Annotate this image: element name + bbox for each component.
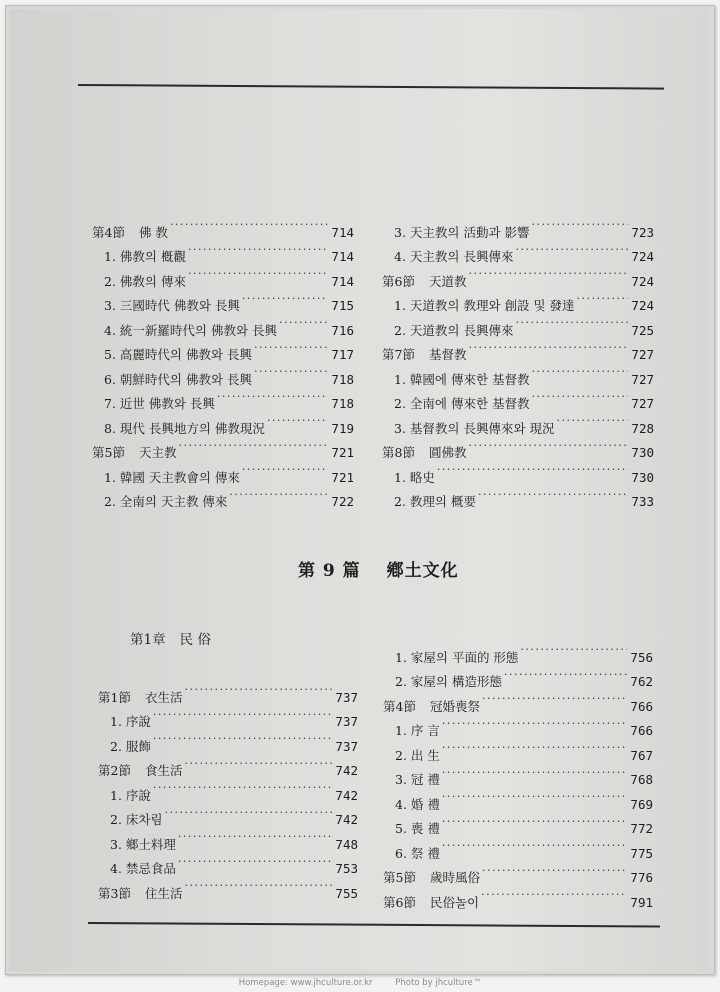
entry-title: 1. 天道教의 教理와 創設 및 發達: [394, 298, 575, 313]
entry-title: 基督教: [428, 347, 467, 362]
toc-subsection-entry: [383, 809, 653, 834]
page-number: 722: [331, 494, 354, 509]
page-number: 725: [631, 322, 654, 338]
toc-subsection-entry: [92, 237, 354, 262]
part-name: 鄕土文化: [386, 561, 459, 581]
page-number: 737: [335, 689, 358, 705]
page-number: 742: [335, 812, 358, 827]
dot-leader: [184, 677, 332, 702]
entry-title: 3. 基督教의 長興傳來와 現況: [394, 420, 555, 436]
page-number: 775: [630, 845, 653, 861]
dot-leader: [229, 482, 328, 507]
toc-section-entry: [98, 873, 358, 901]
toc-section-entry: [382, 261, 654, 289]
homepage-text: Homepage: www.jhculture.or.kr: [238, 978, 373, 988]
dot-leader: [532, 212, 629, 237]
page-number: 718: [331, 371, 354, 387]
page-number: 733: [631, 494, 654, 509]
entry-title: 2. 天道教의 長興傳來: [394, 322, 514, 338]
entry-title: 冠婚喪祭: [429, 698, 480, 714]
entry-title: 佛 教: [138, 224, 168, 240]
entry-title: 5. 喪 禮: [395, 821, 440, 836]
entry-title: 8. 現代 長興地方의 佛教現況: [104, 420, 265, 436]
page-number: 737: [335, 714, 358, 729]
page-number: 762: [630, 674, 653, 689]
toc-subsection-entry: [382, 237, 654, 262]
page-number: 767: [630, 747, 653, 763]
toc-subsection-entry: [98, 702, 358, 727]
section-number: 第7節: [382, 347, 415, 362]
dot-leader: [532, 359, 629, 384]
section-number: 第4節: [383, 698, 416, 714]
toc-bottom-right: [383, 637, 653, 910]
entry-title: 3. 冠 禮: [395, 772, 440, 787]
dot-leader: [279, 310, 328, 335]
toc-subsection-entry: [382, 286, 654, 311]
page-number: 719: [331, 420, 354, 436]
toc-subsection-entry: [98, 800, 358, 825]
page-number: 727: [631, 371, 654, 387]
toc-subsection-entry: [382, 482, 654, 507]
section-number: 第6節: [383, 894, 416, 910]
toc-subsection-entry: [382, 457, 654, 485]
toc-subsection-entry: [98, 726, 358, 754]
entry-title: 2. 出 生: [395, 747, 440, 763]
section-number: 第3節: [98, 885, 131, 901]
dot-leader: [178, 849, 333, 874]
page-number: 724: [631, 298, 654, 313]
toc-subsection-entry: [92, 384, 354, 409]
photo-credit: Photo by jhculture™: [395, 978, 482, 988]
chapter-number: 第1章: [130, 632, 166, 648]
entry-title: 1. 佛教의 槪觀: [104, 249, 186, 264]
page-number: 768: [630, 772, 653, 787]
entry-title: 1. 略史: [394, 469, 435, 485]
page-number: 724: [631, 273, 654, 289]
entry-title: 2. 家屋의 構造形態: [395, 674, 502, 689]
toc-subsection-entry: [92, 359, 354, 387]
toc-subsection-entry: [383, 711, 653, 736]
dot-leader: [442, 760, 628, 785]
page-number: 769: [630, 796, 653, 812]
entry-title: 6. 朝鮮時代의 佛教와 長興: [104, 371, 252, 387]
page-number: 724: [631, 249, 654, 264]
entry-title: 住生活: [144, 885, 183, 901]
page-number: 766: [630, 723, 653, 738]
toc-subsection-entry: [98, 824, 358, 852]
dot-leader: [170, 212, 328, 237]
toc-subsection-entry: [92, 335, 354, 360]
dot-leader: [532, 384, 629, 409]
toc-section-entry: [383, 882, 653, 910]
page-number: 717: [331, 347, 354, 362]
entry-title: 2. 床차림: [110, 812, 163, 827]
dot-leader: [442, 833, 628, 858]
toc-subsection-entry: [98, 775, 358, 803]
dot-leader: [478, 482, 628, 507]
toc-subsection-entry: [92, 457, 354, 485]
page-number: 766: [630, 698, 653, 714]
page-number: 772: [630, 821, 653, 836]
page-number: 714: [331, 249, 354, 264]
entry-title: 3. 鄉土料理: [110, 836, 176, 852]
dot-leader: [482, 686, 627, 711]
dot-leader: [515, 237, 628, 262]
watermark-footer: [0, 974, 720, 992]
toc-subsection-entry: [383, 637, 653, 665]
dot-leader: [481, 882, 627, 907]
page-number: 718: [331, 396, 354, 411]
dot-leader: [184, 873, 332, 898]
dot-leader: [242, 457, 329, 482]
toc-subsection-entry: [382, 359, 654, 387]
dot-leader: [442, 711, 628, 736]
dot-leader: [217, 384, 329, 409]
toc-top-right: [382, 212, 654, 509]
toc-section-entry: [92, 212, 354, 240]
dot-leader: [188, 237, 328, 262]
page-number: 721: [331, 445, 354, 460]
entry-title: 1. 韓國에 傳來한 基督教: [394, 371, 530, 387]
section-number: 第6節: [382, 273, 415, 289]
section-number: 第5節: [383, 870, 416, 885]
chapter-name: 民 俗: [179, 632, 211, 648]
dot-leader: [442, 809, 628, 834]
dot-leader: [178, 824, 333, 849]
dot-leader: [515, 310, 628, 335]
entry-title: 衣生活: [144, 689, 183, 705]
toc-subsection-entry: [382, 212, 654, 240]
page-number: 742: [335, 763, 358, 778]
entry-title: 民俗놀이: [429, 894, 480, 910]
part-number: 第 9 篇: [298, 561, 361, 581]
toc-subsection-entry: [92, 286, 354, 311]
entry-title: 4. 婚 禮: [395, 796, 440, 812]
toc-subsection-entry: [383, 784, 653, 812]
entry-title: 3. 三國時代 佛教와 長興: [104, 298, 240, 313]
toc-subsection-entry: [382, 408, 654, 436]
page-number: 737: [335, 738, 358, 754]
entry-title: 2. 教理의 概要: [394, 494, 476, 509]
toc-subsection-entry: [98, 849, 358, 874]
page-number: 715: [331, 298, 354, 313]
dot-leader: [577, 286, 629, 311]
dot-leader: [153, 702, 333, 727]
dot-leader: [254, 359, 328, 384]
toc-section-entry: [383, 686, 653, 714]
page-number: 791: [630, 894, 653, 910]
page-number: 727: [631, 396, 654, 411]
page-number: 742: [335, 787, 358, 803]
entry-title: 1. 序 言: [395, 723, 440, 738]
dot-leader: [184, 751, 332, 776]
section-number: 第5節: [92, 445, 125, 460]
entry-title: 2. 佛敎의 傳來: [104, 273, 186, 289]
dot-leader: [557, 408, 629, 433]
entry-title: 歲時風俗: [429, 870, 480, 885]
dot-leader: [468, 335, 628, 360]
entry-title: 1. 家屋의 平面的 形態: [395, 649, 519, 665]
page-number: 723: [631, 224, 654, 240]
dot-leader: [482, 858, 627, 883]
page-number: 730: [631, 445, 654, 460]
section-number: 第1節: [98, 689, 131, 705]
entry-title: 2. 全南의 天主教 傳來: [104, 494, 228, 509]
toc-subsection-entry: [382, 384, 654, 409]
entry-title: 5. 高麗時代의 佛教와 長興: [104, 347, 252, 362]
toc-subsection-entry: [92, 310, 354, 338]
page-number: 716: [331, 322, 354, 338]
toc-section-entry: [382, 335, 654, 360]
toc-subsection-entry: [382, 310, 654, 338]
toc-subsection-entry: [92, 482, 354, 507]
page-number: 756: [630, 649, 653, 665]
toc-subsection-entry: [92, 261, 354, 289]
toc-bottom-left: [98, 677, 358, 901]
toc-section-entry: [382, 433, 654, 458]
page-number: 753: [335, 861, 358, 876]
dot-leader: [178, 433, 328, 458]
entry-title: 圓佛教: [428, 445, 467, 460]
entry-title: 7. 近世 佛教와 長興: [104, 396, 215, 411]
dot-leader: [165, 800, 333, 825]
toc-subsection-entry: [383, 760, 653, 785]
dot-leader: [442, 784, 628, 809]
chapter-title: [130, 628, 211, 648]
dot-leader: [520, 637, 627, 662]
dot-leader: [437, 457, 629, 482]
toc-top-left: [92, 212, 354, 509]
entry-title: 6. 祭 禮: [395, 845, 440, 861]
dot-leader: [254, 335, 328, 360]
section-number: 第4節: [92, 224, 125, 240]
toc-section-entry: [383, 858, 653, 883]
page-number: 755: [335, 885, 358, 901]
entry-title: 3. 天主教의 活動과 影響: [394, 224, 530, 240]
entry-title: 天主教: [138, 445, 177, 460]
page-number: 728: [631, 420, 654, 436]
toc-subsection-entry: [383, 833, 653, 861]
entry-title: 4. 禁忌食品: [110, 861, 176, 876]
section-number: 第2節: [98, 763, 131, 778]
page-number: 776: [630, 870, 653, 885]
section-number: 第8節: [382, 445, 415, 460]
entry-title: 4. 統一新羅時代의 佛教와 長興: [104, 322, 277, 338]
page-number: 748: [335, 836, 358, 852]
page-number: 714: [331, 273, 354, 289]
dot-leader: [468, 261, 628, 286]
dot-leader: [267, 408, 328, 433]
dot-leader: [188, 261, 328, 286]
entry-title: 1. 韓國 天主教會의 傳來: [104, 469, 240, 485]
dot-leader: [468, 433, 628, 458]
dot-leader: [153, 775, 333, 800]
page-number: 721: [331, 469, 354, 485]
entry-title: 1. 序說: [110, 787, 151, 803]
toc-subsection-entry: [383, 662, 653, 687]
entry-title: 食生活: [144, 763, 183, 778]
entry-title: 2. 服飾: [110, 738, 151, 754]
page-number: 730: [631, 469, 654, 485]
toc-section-entry: [98, 677, 358, 705]
page-number: 727: [631, 347, 654, 362]
entry-title: 4. 天主教의 長興傳來: [394, 249, 514, 264]
entry-title: 天道教: [428, 273, 467, 289]
part-title: [298, 556, 459, 581]
dot-leader: [504, 662, 627, 687]
entry-title: 1. 序說: [110, 714, 151, 729]
toc-section-entry: [98, 751, 358, 776]
toc-section-entry: [92, 433, 354, 458]
toc-subsection-entry: [383, 735, 653, 763]
dot-leader: [442, 735, 628, 760]
dot-leader: [153, 726, 333, 751]
page-number: 714: [331, 224, 354, 240]
entry-title: 2. 全南에 傳來한 基督教: [394, 396, 530, 411]
dot-leader: [242, 286, 329, 311]
toc-subsection-entry: [92, 408, 354, 436]
